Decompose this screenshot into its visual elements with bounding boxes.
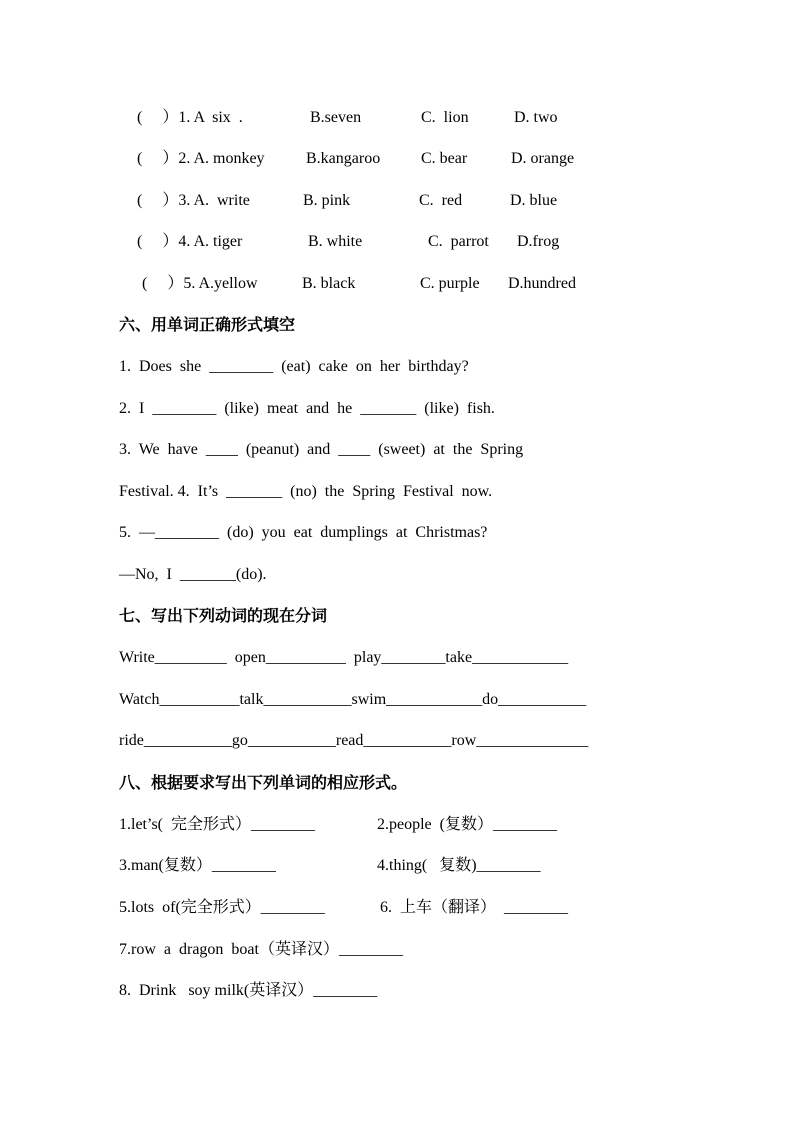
section6-line-2: 2. I ________ (like) meat and he _______ (like) fish. xyxy=(119,400,495,417)
section6-line-6: —No, I _______(do). xyxy=(119,566,267,583)
choice-2-option-b: B.kangaroo xyxy=(306,150,381,167)
section8-row-2-right: 4.thing( 复数)________ xyxy=(377,857,541,874)
choice-3-option-b: B. pink xyxy=(303,192,351,209)
section6-line-5: 5. —________ (do) you eat dumplings at Christmas? xyxy=(119,524,488,541)
section7-heading: 七、写出下列动词的现在分词 xyxy=(119,606,328,625)
section8-row-3-right: 6. 上车（翻译） ________ xyxy=(380,899,569,916)
choice-1-stem: ( ）1. A six . xyxy=(137,109,243,126)
section6-line-3: 3. We have ____ (peanut) and ____ (sweet) at the Spring xyxy=(119,441,524,458)
choice-1-option-d: D. two xyxy=(514,109,558,126)
choice-2-stem: ( ）2. A. monkey xyxy=(137,150,265,167)
section8-row-1-left: 1.let’s( 完全形式）________ xyxy=(119,816,315,833)
section8-row-5-left: 8. Drink soy milk(英译汉）________ xyxy=(119,982,378,999)
choice-3-stem: ( ）3. A. write xyxy=(137,192,250,209)
choice-1-option-b: B.seven xyxy=(310,109,362,126)
section8-heading: 八、根据要求写出下列单词的相应形式。 xyxy=(119,773,408,792)
choice-2-option-d: D. orange xyxy=(511,150,575,167)
choice-3-option-d: D. blue xyxy=(510,192,558,209)
section7-line-1: Write_________ open__________ play________take____________ xyxy=(119,649,569,666)
choice-2-option-c: C. bear xyxy=(421,150,468,167)
section8-row-1-right: 2.people (复数）________ xyxy=(377,816,557,833)
choice-4-stem: ( ）4. A. tiger xyxy=(137,233,243,250)
choice-5-option-b: B. black xyxy=(302,275,356,292)
choice-5-stem: ( ）5. A.yellow xyxy=(142,275,258,292)
choice-1-option-c: C. lion xyxy=(421,109,469,126)
section8-row-2-left: 3.man(复数）________ xyxy=(119,857,276,874)
section6-line-1: 1. Does she ________ (eat) cake on her birthday? xyxy=(119,358,469,375)
choice-5-option-c: C. purple xyxy=(420,275,480,292)
choice-4-option-c: C. parrot xyxy=(428,233,489,250)
section6-heading: 六、用单词正确形式填空 xyxy=(119,315,296,334)
section7-line-3: ride___________go___________read___________row______________ xyxy=(119,732,589,749)
section7-line-2: Watch__________talk___________swim____________do___________ xyxy=(119,691,587,708)
section6-line-4: Festival. 4. It’s _______ (no) the Spring Festival now. xyxy=(119,483,493,500)
choice-4-option-b: B. white xyxy=(308,233,363,250)
section8-row-4-left: 7.row a dragon boat（英译汉）________ xyxy=(119,941,403,958)
choice-4-option-d: D.frog xyxy=(517,233,560,250)
choice-5-option-d: D.hundred xyxy=(508,275,576,292)
choice-3-option-c: C. red xyxy=(419,192,463,209)
section8-row-3-left: 5.lots of(完全形式）________ xyxy=(119,899,325,916)
